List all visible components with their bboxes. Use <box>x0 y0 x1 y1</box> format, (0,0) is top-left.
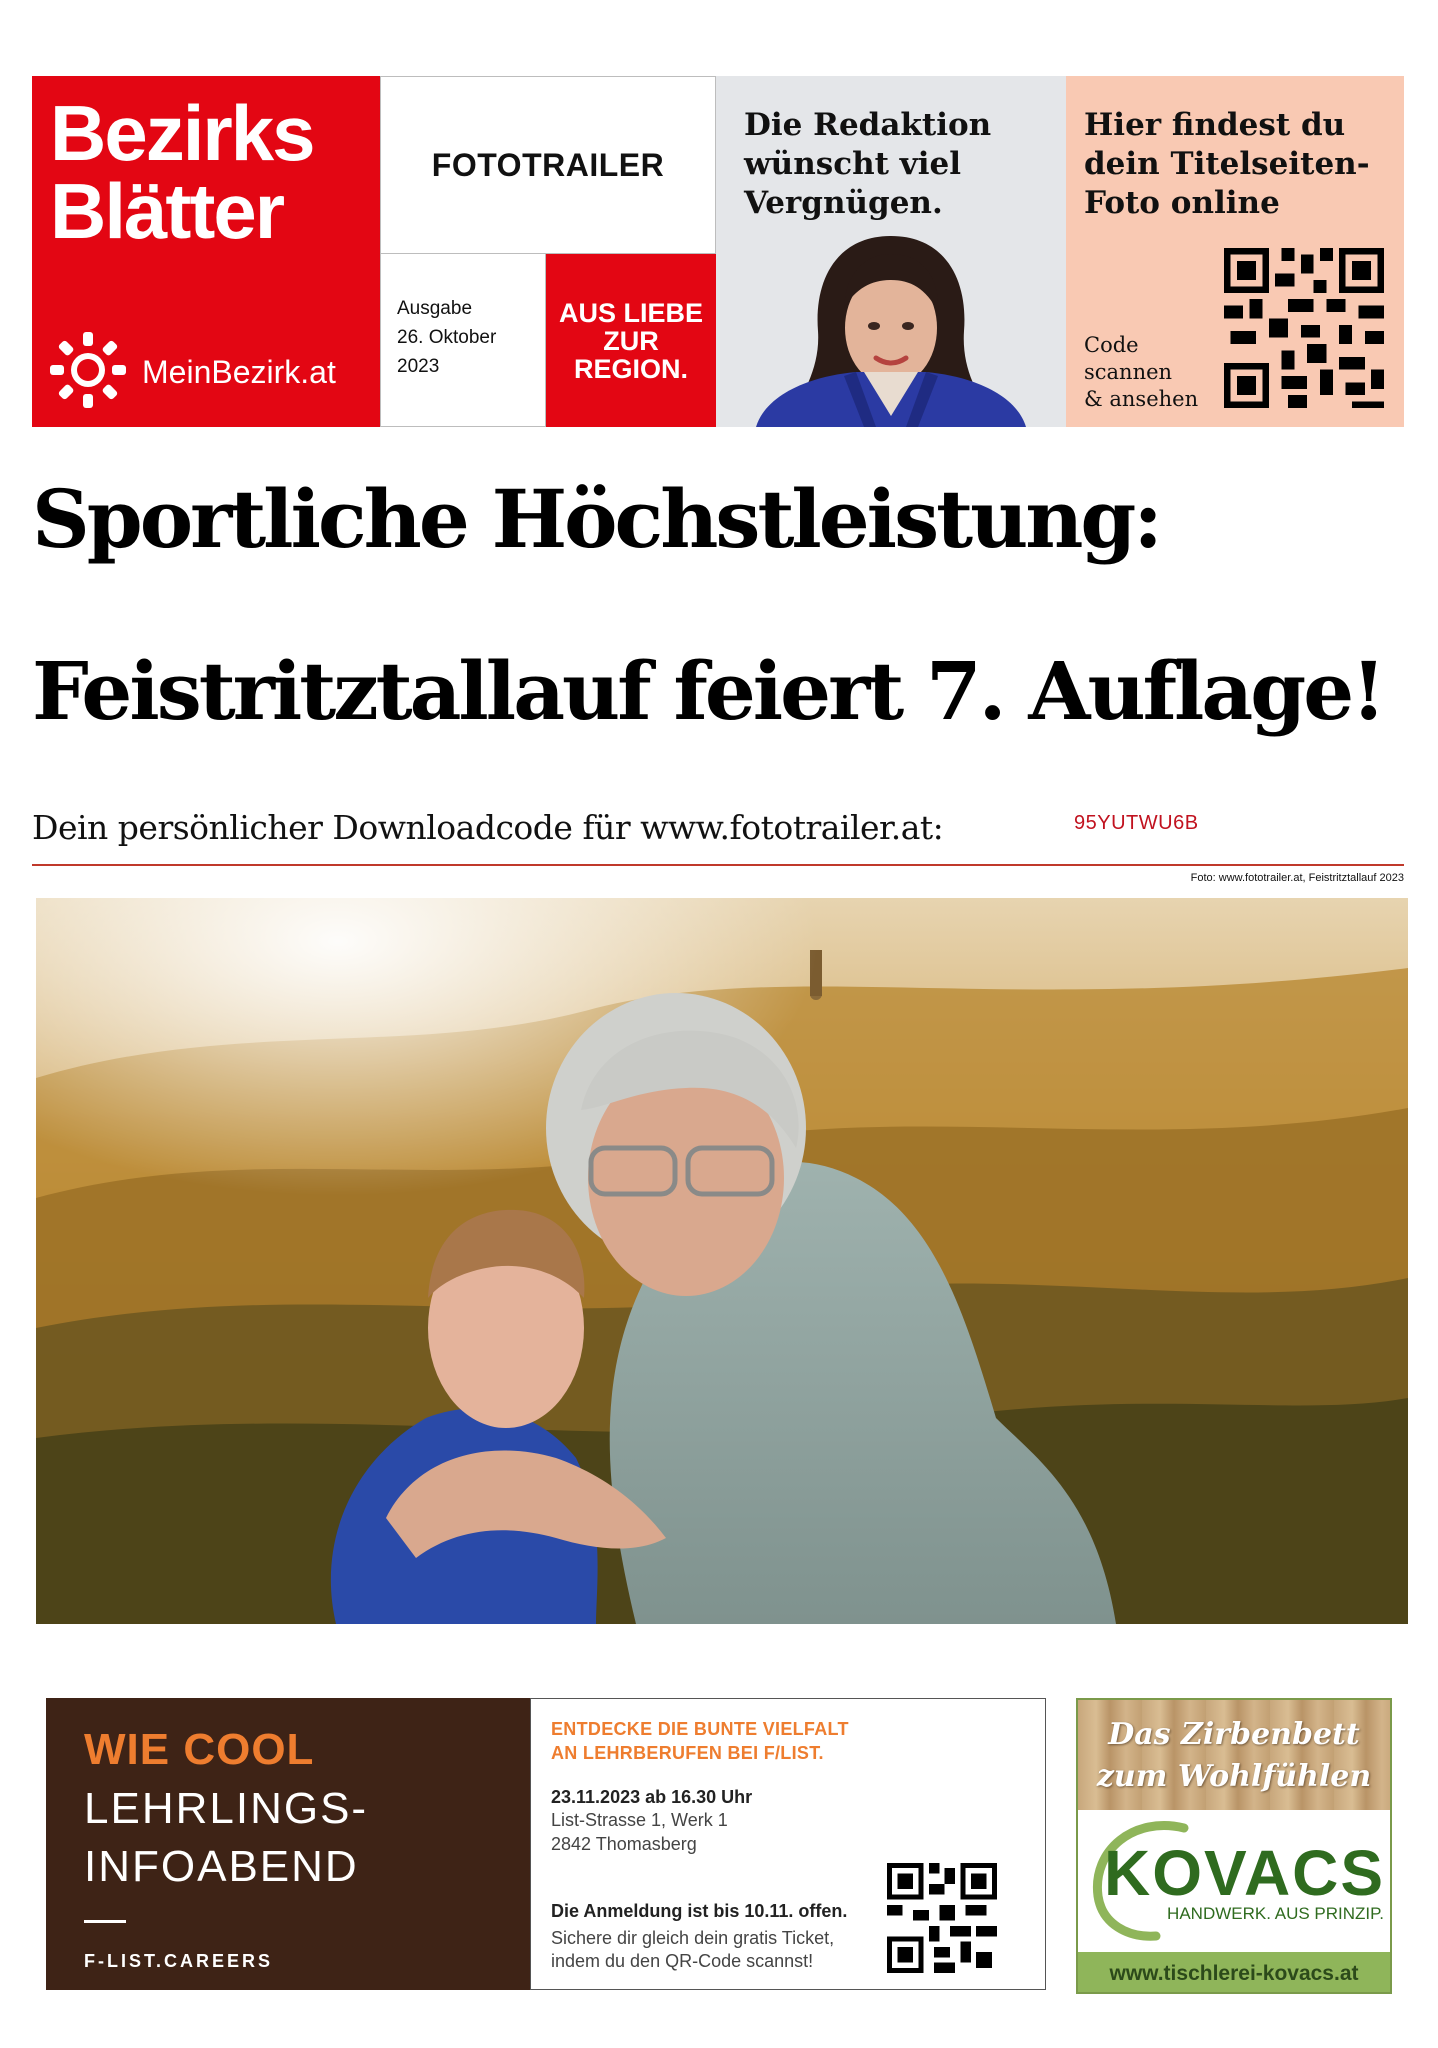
kovacs-brand: KOVACS <box>1104 1837 1386 1909</box>
headline-line-2: Feistritztallauf feiert 7. Auflage! <box>32 644 1384 738</box>
editor-panel <box>716 76 1066 427</box>
issue-year: 2023 <box>397 356 440 377</box>
flist-dash <box>84 1920 126 1923</box>
qr-code-icon[interactable] <box>887 1863 997 1977</box>
flist-ticket-hint: Sichere dir gleich dein gratis Ticket, indem du den QR-Code scannst! <box>551 1928 835 1971</box>
logo-footer <box>48 330 336 414</box>
cover-photo <box>36 898 1408 1624</box>
download-code[interactable]: 95YUTWU6B <box>1074 812 1199 834</box>
editor-portrait <box>716 76 1066 427</box>
bezirksblaetter-logo[interactable] <box>32 76 380 427</box>
flist-discover-line-1: ENTDECKE DIE BUNTE VIELFALT <box>551 1719 849 1739</box>
flist-ad-details <box>530 1698 1046 1990</box>
flist-headline: WIE COOL <box>84 1725 315 1774</box>
red-divider <box>32 864 1404 866</box>
kovacs-claim: HANDWERK. AUS PRINZIP. <box>1167 1904 1384 1923</box>
headline-line-1: Sportliche Höchstleistung: <box>32 472 1160 566</box>
slogan-box <box>546 254 716 427</box>
kovacs-tagline <box>1078 1714 1390 1798</box>
flist-registration: Die Anmeldung ist bis 10.11. offen. <box>551 1901 848 1921</box>
fototrailer-label: FOTOTRAILER <box>431 146 665 183</box>
flist-line-2: LEHRLINGS- <box>84 1784 369 1833</box>
flist-address-1: List-Strasse 1, Werk 1 <box>551 1810 728 1830</box>
issue-label: Ausgabe <box>397 298 473 319</box>
flist-event-date: 23.11.2023 ab 16.30 Uhr <box>551 1787 753 1807</box>
kovacs-url[interactable]: www.tischlerei-kovacs.at <box>1078 1952 1390 1992</box>
logo-line-2: Blätter <box>50 167 284 255</box>
kovacs-tagline-line-2: zum Wohlfühlen <box>1096 1759 1372 1794</box>
titlepage-qr-panel <box>1066 76 1404 427</box>
flist-address-2: 2842 Thomasberg <box>551 1834 697 1854</box>
photo-credit: Foto: www.fototrailer.at, Feistritztallauf 2023 <box>1190 872 1404 884</box>
fototrailer-label-box <box>380 76 716 254</box>
qr-code-icon[interactable] <box>1224 248 1384 412</box>
sun-logo-icon <box>48 330 128 414</box>
slogan-line-1: AUS LIEBE <box>558 297 704 328</box>
kovacs-tagline-line-1: Das Zirbenbett <box>1108 1717 1360 1752</box>
logo-line-1: Bezirks <box>50 89 314 177</box>
qr-panel-hint <box>1084 332 1198 413</box>
flist-ad-left <box>46 1698 530 1990</box>
editor-message: Die Redaktion wünscht viel Vergnügen. <box>744 107 992 221</box>
issue-date: 26. Oktober <box>397 327 497 348</box>
issue-info <box>380 254 546 427</box>
slogan-line-2: ZUR <box>603 325 659 356</box>
logo-site-url[interactable]: MeinBezirk.at <box>142 353 336 390</box>
qr-hint-line-2: scannen <box>1084 360 1173 384</box>
kovacs-ad[interactable] <box>1076 1698 1392 1994</box>
slogan-line-3: REGION. <box>573 353 688 384</box>
flist-discover-line-2: AN LEHRBERUFEN BEI F/LIST. <box>551 1743 824 1763</box>
flist-line-3: INFOABEND <box>84 1842 359 1891</box>
flist-site[interactable]: F-LIST.CAREERS <box>84 1951 274 1971</box>
download-code-label: Dein persönlicher Downloadcode für www.fototrailer.at: <box>32 808 944 847</box>
qr-hint-line-1: Code <box>1084 333 1139 357</box>
qr-hint-line-3: & ansehen <box>1084 387 1199 411</box>
qr-panel-title: Hier findest du dein Titelseiten-Foto online <box>1084 107 1370 221</box>
